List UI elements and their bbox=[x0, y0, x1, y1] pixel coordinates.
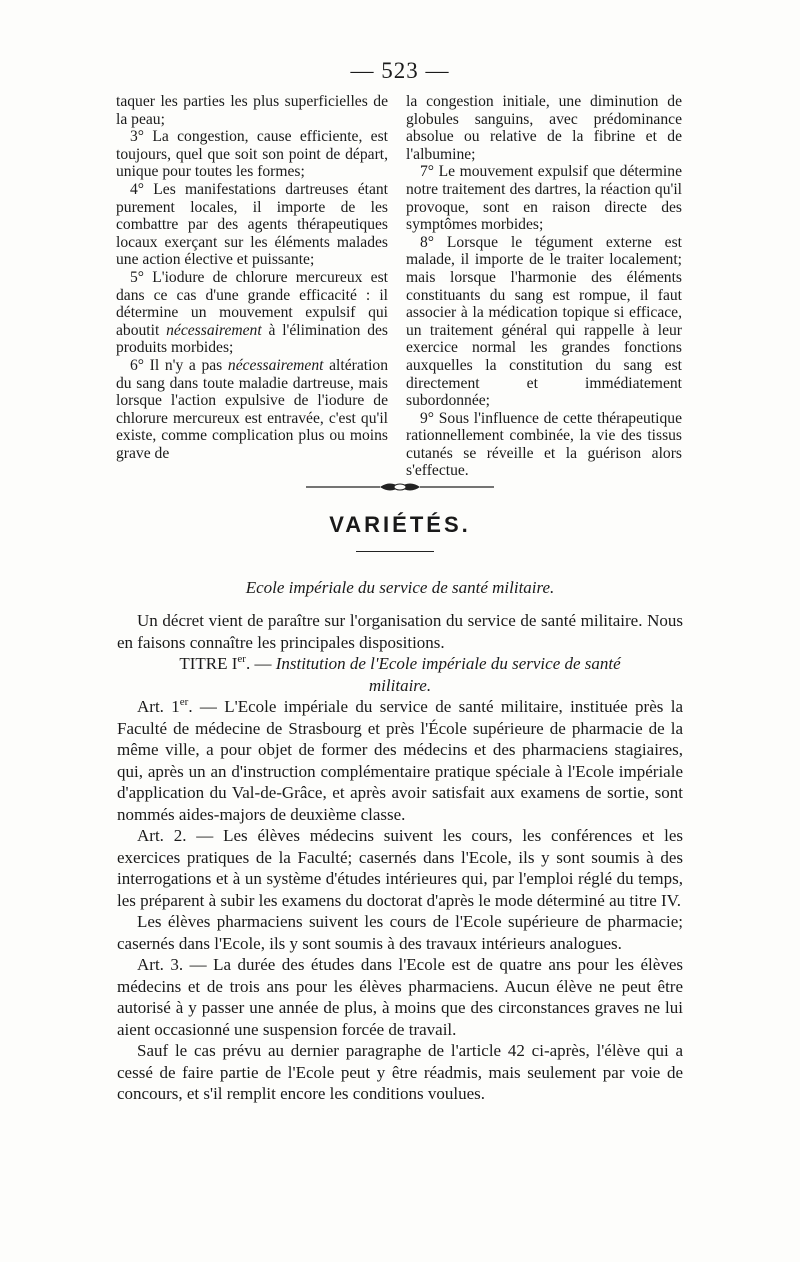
article-subtitle: Ecole impériale du service de santé militaire. bbox=[245, 578, 555, 597]
decree-body bbox=[117, 610, 683, 1105]
right-paragraph: 9° Sous l'influence de cette thérapeutique rationnellement combinée, la vie des tissus cutanés se réveille et la guérison alors s'effectue. bbox=[406, 409, 682, 480]
article-label: Art. 3. bbox=[137, 955, 184, 974]
article-paragraph bbox=[117, 696, 683, 825]
emphasis: nécessairement bbox=[166, 321, 262, 339]
article-paragraph bbox=[117, 954, 683, 1040]
left-paragraph bbox=[116, 357, 388, 463]
right-paragraph: la congestion initiale, une diminution de globules sanguins, avec prédominance absolue ou relative de la fibrine et de l'albumine; bbox=[406, 93, 682, 163]
article-label: Art. 2. bbox=[137, 826, 187, 845]
titre-dash: . — bbox=[245, 654, 276, 673]
article-text: Sauf le cas prévu au dernier paragraphe de l'article 42 ci-après, l'élève qui a cessé de faire partie de l'Ecole peut y être réadmis, mais seulement par voie de concours, et s'il remplit encore les conditions voulues. bbox=[117, 1041, 683, 1103]
article-paragraph bbox=[117, 911, 683, 954]
ornament-divider bbox=[0, 480, 800, 494]
article-text: — La durée des études dans l'Ecole est de quatre ans pour les élèves médecins et de trois ans pour les élèves pharmaciens. Aucun élève ne peut être autorisé à y passer une année de plus, à moins que des circonstances graves ne lui aient occasionné une suspension forcée de travail. bbox=[117, 955, 683, 1039]
text-run: 6° Il n'y a pas bbox=[130, 356, 228, 374]
intro-paragraph: Un décret vient de paraître sur l'organisation du service de santé militaire. Nous en faisons connaître les principales dispositions. bbox=[117, 611, 683, 652]
article-text: . — L'Ecole impériale du service de santé militaire, instituée près la Faculté de médecine de Strasbourg et près l'École supérieure de pharmacie de la même ville, a pour objet de former des médecins et des pharmaciens stagiaires, qui, après un an d'instruction complémentaire pratique spéciale à l'Ecole impériale d'application du Val-de-Grâce, et après avoir satisfait aux examens de sortie, sont nommés aides-majors de deuxième classe. bbox=[117, 697, 683, 824]
right-paragraph: 8° Lorsque le tégument externe est malade, il importe de le traiter localement; mais lorsque l'harmonie des éléments constituants du sang est rompue, il faut associer à la médication topique si efficace, un traitement général qui rappelle à leur exercice normal les grandes fonctions auxquelles la constitution du sang est directement et immédiatement subordonnée; bbox=[406, 233, 682, 410]
titre-label: TITRE I bbox=[179, 654, 238, 673]
text-run: altération du sang dans toute maladie dartreuse, mais lorsque l'action expulsive de l'iodure de chlorure mercureux est entravée, c'est qu'il existe, comme complication plus ou moins grave de bbox=[116, 356, 388, 462]
right-column bbox=[406, 93, 682, 480]
titre-heading bbox=[117, 653, 683, 696]
text-run: 5° L'iodure de chlorure mercureux est dans ce cas d'une grande efficacité : il détermine un mouvement expulsif qui aboutit bbox=[116, 268, 388, 339]
article-label: Art. 1 bbox=[137, 697, 180, 716]
page-number: — 523 — bbox=[350, 58, 450, 83]
text-run: à l'élimination des produits morbides; bbox=[116, 321, 388, 357]
left-column bbox=[116, 93, 388, 462]
article-paragraph bbox=[117, 825, 683, 911]
titre-name: Institution de l'Ecole impériale du service de santé bbox=[275, 654, 621, 673]
left-paragraph bbox=[116, 269, 388, 357]
left-paragraph: 4° Les manifestations dartreuses étant purement locales, il importe de les combattre par des agents thérapeutiques locaux exerçant sur les éléments malades une action élective et puissante; bbox=[116, 180, 388, 269]
title-rule bbox=[356, 551, 434, 552]
emphasis: nécessairement bbox=[227, 356, 324, 374]
section-title: VARIÉTÉS. bbox=[329, 512, 471, 537]
article-text: Les élèves pharmaciens suivent les cours de l'Ecole supérieure de pharmacie; casernés dans l'Ecole, ils y sont soumis à des travaux intérieurs analogues. bbox=[117, 912, 683, 953]
article-paragraph bbox=[117, 1040, 683, 1105]
left-paragraph: taquer les parties les plus superficielles de la peau; bbox=[116, 93, 388, 128]
article-text: — Les élèves médecins suivent les cours, les conférences et les exercices pratiques de la Faculté; casernés dans l'Ecole, ils y sont soumis à des interrogations et à un système d'études intérieures qui, par l'emploi réglé du temps, les préparent à subir les examens du doctorat d'après le mode déterminé au titre IV. bbox=[117, 826, 683, 910]
left-paragraph: 3° La congestion, cause efficiente, est toujours, quel que soit son point de départ, unique pour toutes les formes; bbox=[116, 128, 388, 181]
right-paragraph: 7° Le mouvement expulsif que détermine notre traitement des dartres, la réaction qu'il provoque, sont en raison directe des symptômes morbides; bbox=[406, 163, 682, 234]
article-sup: er bbox=[179, 696, 189, 708]
titre-name-continued: militaire. bbox=[368, 675, 432, 695]
titre-sup: er bbox=[237, 653, 246, 665]
flourish-icon bbox=[300, 480, 500, 494]
